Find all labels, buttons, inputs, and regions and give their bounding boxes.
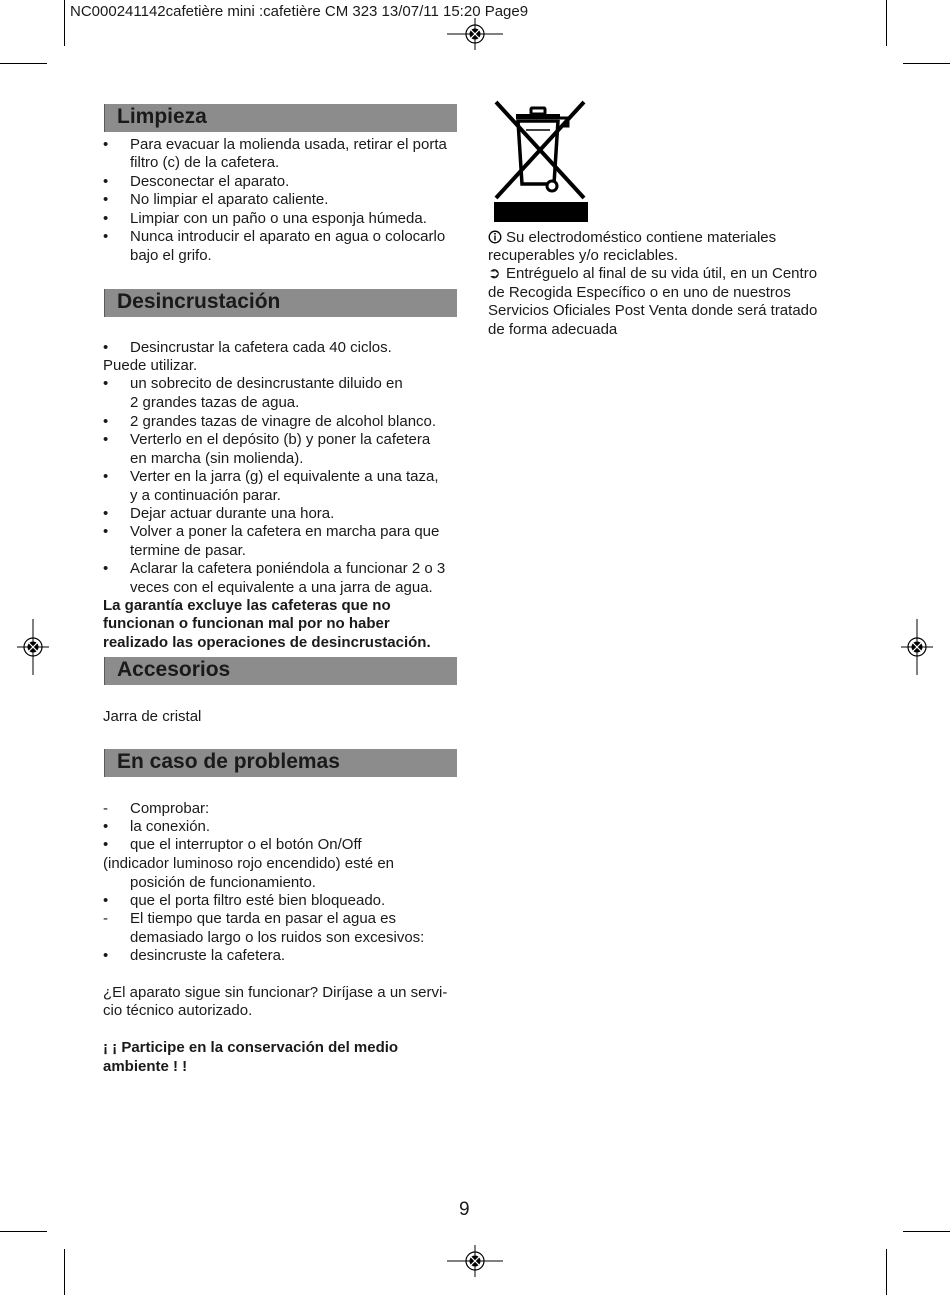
section-title: Accesorios (117, 658, 231, 681)
arrow-icon: ➲ (488, 265, 501, 282)
recycling-line: de Recogida Específico o en uno de nuestros (488, 284, 791, 301)
accessory-item: Jarra de cristal (103, 708, 202, 725)
paragraph: Puede utilizar. (103, 357, 198, 374)
recycling-line: Servicios Oficiales Post Venta donde será tratado (488, 302, 818, 319)
paragraph: (indicador luminoso rojo encendido) esté en (103, 855, 395, 872)
section-title: Limpieza (117, 105, 207, 128)
recycling-line: de forma adecuada (488, 321, 618, 338)
section-heading-desincrustacion (104, 289, 457, 317)
registration-mark-left (17, 619, 49, 675)
recycling-line: recuperables y/o reciclables. (488, 247, 679, 264)
paragraph: cio técnico autorizado. (103, 1002, 253, 1019)
section-title: En caso de problemas (117, 750, 340, 773)
warranty-warning-line: funcionan o funcionan mal por no haber (103, 615, 390, 632)
crossed-out-wheelie-bin-icon (488, 100, 592, 224)
recycling-line: Su electrodoméstico contiene materiales (488, 229, 776, 247)
section-heading-accesorios (104, 657, 457, 685)
registration-mark-bottom (447, 1245, 503, 1277)
page-number: 9 (459, 1199, 470, 1220)
paragraph: posición de funcionamiento. (130, 874, 316, 891)
warranty-warning-line: realizado las operaciones de desincrustación. (103, 634, 431, 651)
paragraph: demasiado largo o los ruidos son excesivos: (130, 929, 425, 946)
registration-mark-right (901, 619, 933, 675)
section-title: Desincrustación (117, 290, 281, 313)
warranty-warning-line: La garantía excluye las cafeteras que no (103, 597, 391, 614)
section-heading-limpieza (104, 104, 457, 132)
registration-mark-top (447, 18, 503, 50)
environment-callout: ambiente ! ! (103, 1058, 188, 1075)
environment-callout: ¡ ¡ Participe en la conservación del medio (103, 1039, 399, 1056)
paragraph: ¿El aparato sigue sin funcionar? Diríjase a un servi- (103, 984, 448, 1001)
recycling-line: ➲ Entréguelo al final de su vida útil, en un Centro (488, 265, 818, 282)
print-header: NC000241142cafetière mini :cafetière CM 323 13/07/11 15:20 Page9 (70, 3, 529, 20)
info-icon (488, 230, 502, 244)
section-heading-problemas (104, 749, 457, 777)
